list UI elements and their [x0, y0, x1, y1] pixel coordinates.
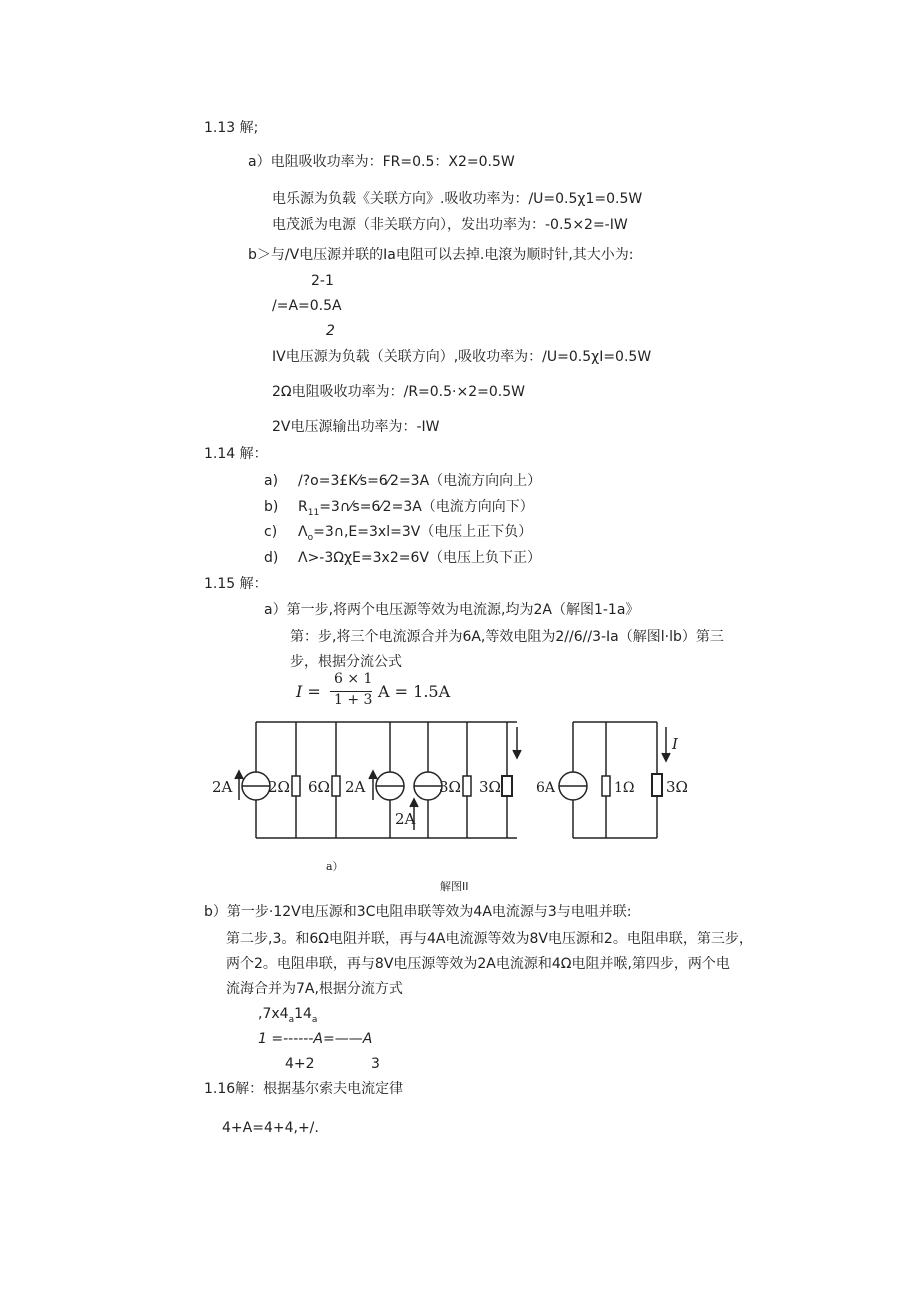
figure-caption: 解图II: [440, 880, 469, 893]
formula-denominator: 4+2: [285, 1056, 315, 1072]
text-line: a）第一步,将两个电压源等效为电流源,均为2A（解图1-1a》: [264, 602, 640, 618]
label-r4: 3Ω: [479, 778, 501, 796]
text-line: 流海合并为7A,根据分流方式: [226, 981, 403, 997]
text-line: /?o=3£K⁄s=6⁄2=3A（电流方向向上）: [298, 473, 542, 489]
fraction-denominator: 2: [326, 323, 335, 339]
current-arrow-b: [662, 727, 670, 761]
item-label: b): [264, 499, 279, 515]
current-source-2a-1: [235, 722, 270, 838]
text-line: 第二步,3。和6Ω电阻并联，再与4A电流源等效为8V电压源和2。电阻串联，第三步，: [226, 931, 753, 947]
label-r-1ohm: 1Ω: [614, 780, 635, 796]
label-r2: 6Ω: [308, 778, 330, 796]
label-r-3ohm: 3Ω: [666, 778, 688, 796]
label-r1: 2Ω: [268, 778, 290, 796]
item-label: a): [264, 473, 279, 489]
text-line: 步，根据分流公式: [290, 654, 402, 670]
equation: /=A=0.5A: [272, 298, 342, 314]
formula-denominator: 1 + 3: [334, 692, 373, 708]
item-label: c): [264, 524, 278, 540]
label-src-6a: 6A: [536, 780, 556, 796]
text-line: IV电压源为负载（关联方向）,吸收功率为：/U=0.5χI=0.5W: [272, 349, 652, 365]
text-line: a）电阻吸收功率为：FR=0.5：X2=0.5W: [248, 154, 515, 170]
section-heading-1-14: 1.14 解：: [204, 446, 268, 462]
resistor-2ohm: [292, 722, 300, 838]
label-r3: 3Ω: [439, 778, 461, 796]
resistor-3ohm-2: [502, 722, 512, 838]
label-current-i: I: [672, 735, 678, 753]
formula-denominator: 3: [371, 1056, 380, 1072]
text-line: $R_{11}=3\cap⁄s=6⁄2=3A$（电流方向向下）: [298, 499, 534, 518]
formula-line: 1 =------A=——A: [258, 1031, 373, 1047]
resistor-3ohm-b: [652, 722, 662, 838]
text-line: 第：步,将三个电流源合并为6A,等效电阻为2//6//3-Ia（解图l·lb）第三: [290, 629, 724, 645]
section-heading-1-16: 1.16解：根据基尔索夫电流定律: [204, 1081, 404, 1097]
label-src1: 2A: [212, 778, 233, 796]
label-src2: 2A: [345, 778, 366, 796]
section-heading-1-13: 1.13 解;: [204, 120, 259, 136]
text-line: $\Lambda_o=3\cap,E=3xl=3V$（电压上正下负）: [298, 524, 533, 543]
resistor-1ohm: [602, 722, 610, 838]
item-label: d): [264, 550, 279, 566]
text-line: 电茂派为电源（非关联方向），发出功率为：-0.5×2=-IW: [272, 217, 628, 233]
formula-lhs: I =: [296, 682, 321, 701]
section-heading-1-15: 1.15 解：: [204, 576, 268, 592]
fraction-numerator: 2-1: [311, 273, 334, 289]
formula-line: $,7x4_a14_a$: [258, 1006, 318, 1025]
current-arrow-a: [513, 727, 521, 758]
text-line: Λ>-3ΩχE=3x2=6V（电压上负下正）: [298, 550, 541, 566]
text-line: b＞与/V电压源并联的Ia电阻可以去掉.电滾为顺时针,其大小为:: [248, 247, 634, 263]
figure-sublabel: a）: [326, 860, 344, 873]
resistor-3ohm-1: [463, 722, 471, 838]
current-source-6a: [559, 722, 587, 838]
formula-rhs: A = 1.5A: [378, 682, 451, 701]
resistor-6ohm: [332, 722, 340, 838]
equation: 4+A=4+4,+/.: [222, 1120, 319, 1136]
label-src3: 2A: [395, 810, 416, 828]
text-line: 电乐源为负载《关联方向》.吸收功率为：/U=0.5χ1=0.5W: [272, 191, 643, 207]
text-line: b）第一步·12V电压源和3C电阻串联等效为4A电流源与3与电咀并联:: [204, 904, 632, 920]
text-line: 两个2。电阻串联，再与8V电压源等效为2A电流源和4Ω电阻并喉,第四步，两个电: [226, 956, 730, 972]
formula-numerator: 6 × 1: [334, 671, 373, 687]
text-line: 2Ω电阻吸收功率为：/R=0.5·×2=0.5W: [272, 384, 525, 400]
text-line: 2V电压源输出功率为：-IW: [272, 419, 440, 435]
